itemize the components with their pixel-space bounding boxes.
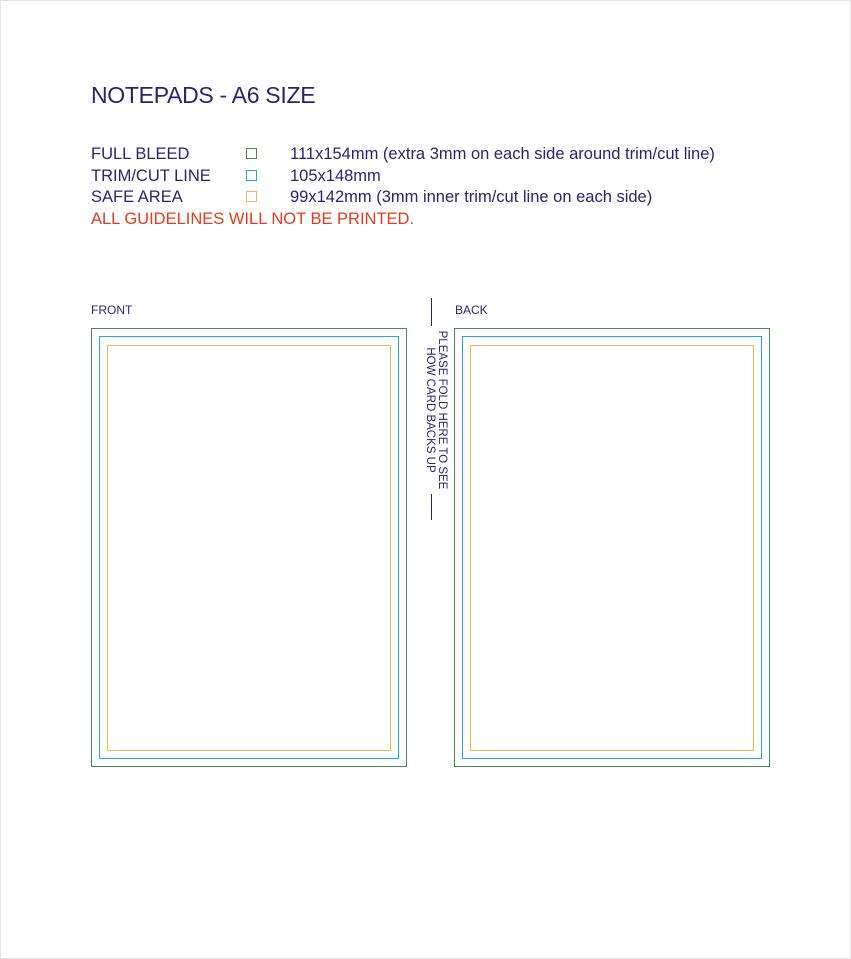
front-label: FRONT [91,303,133,317]
legend-row-full-bleed [91,145,791,165]
guidelines-warning: ALL GUIDELINES WILL NOT BE PRINTED. [91,210,415,228]
legend-row-trim-cut-line [91,167,791,187]
fold-instruction [424,330,448,490]
legend-label: FULL BLEED [91,145,190,163]
legend-row-safe-area [91,188,791,208]
square-outline-icon [246,148,257,159]
legend-description: 105x148mm [290,167,381,185]
front-card-template [91,328,407,767]
fold-line-bottom [431,494,432,520]
square-outline-icon [246,191,257,202]
fold-instruction-line2: HOW CARD BACKS UP [424,347,436,473]
square-outline-icon [246,170,257,181]
page-title: NOTEPADS - A6 SIZE [91,82,316,108]
legend-label: TRIM/CUT LINE [91,167,211,185]
legend-description: 111x154mm (extra 3mm on each side around trim/cut line) [290,145,715,163]
back-label: BACK [455,303,488,317]
safe-area-guide [107,345,391,751]
legend-label: SAFE AREA [91,188,183,206]
fold-line-top [431,298,432,326]
back-card-template [454,328,770,767]
safe-area-guide [470,345,754,751]
legend-description: 99x142mm (3mm inner trim/cut line on each side) [290,188,653,206]
fold-instruction-line1: PLEASE FOLD HERE TO SEE [436,330,448,490]
